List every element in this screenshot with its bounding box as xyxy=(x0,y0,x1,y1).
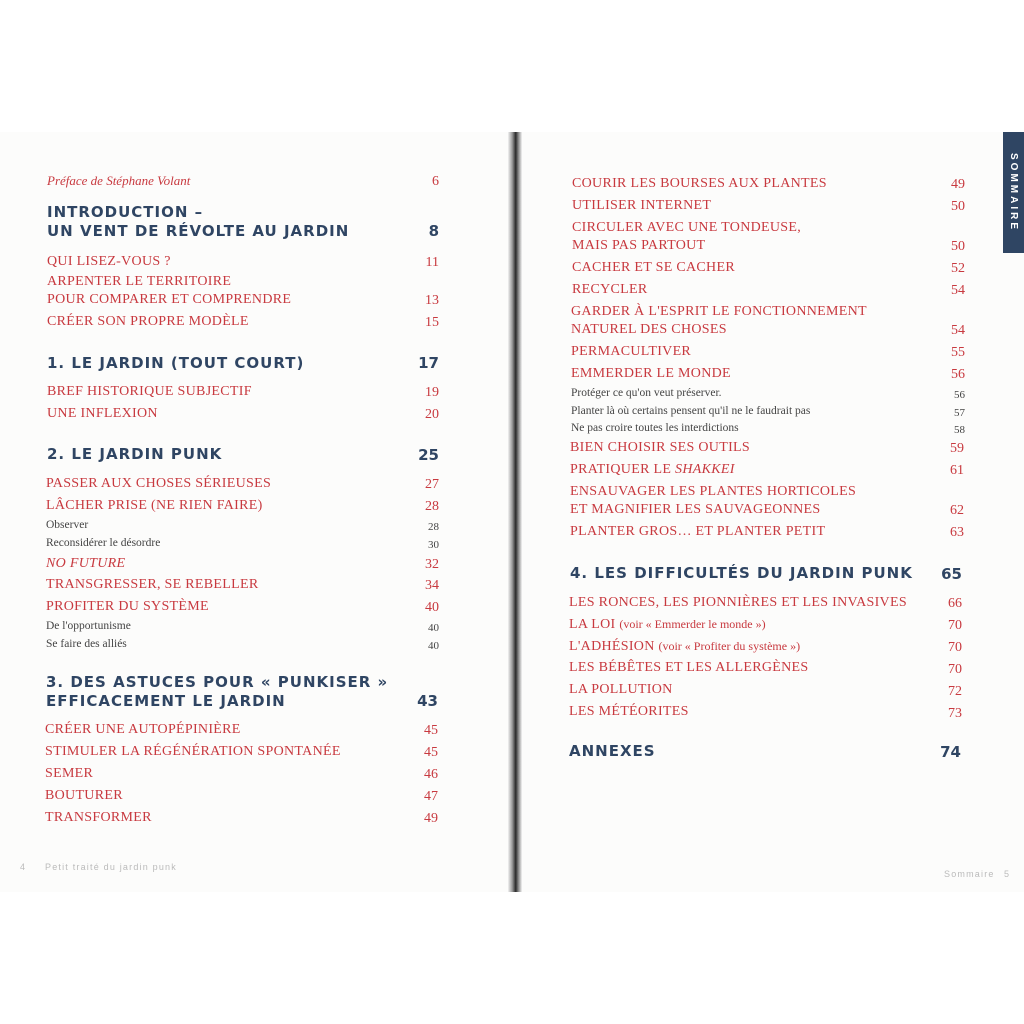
toc-page: 40 xyxy=(425,600,439,615)
toc-subpage: 58 xyxy=(954,424,965,436)
toc-subentry: Se faire des alliés xyxy=(46,638,127,650)
toc-page: 63 xyxy=(950,525,964,540)
toc-page: 15 xyxy=(425,315,439,330)
toc-page: 70 xyxy=(948,618,962,633)
toc-subpage: 57 xyxy=(954,407,965,419)
toc-page: 61 xyxy=(950,463,964,478)
chapter-2-page: 25 xyxy=(418,446,439,464)
toc-entry: MAIS PAS PARTOUT xyxy=(572,238,706,253)
toc-page: 13 xyxy=(425,293,439,308)
toc-entry: LES MÉTÉORITES xyxy=(569,704,689,719)
intro-title-line1: INTRODUCTION – xyxy=(47,203,204,221)
toc-subentry: Planter là où certains pensent qu'il ne le faudrait pas xyxy=(571,405,811,417)
toc-page: 34 xyxy=(425,578,439,593)
toc-entry-part: PRATIQUER LE xyxy=(570,462,676,477)
toc-subpage: 30 xyxy=(428,539,439,551)
toc-subpage: 40 xyxy=(428,640,439,652)
toc-page: 50 xyxy=(951,199,965,214)
annexes-title: ANNEXES xyxy=(569,742,656,760)
left-footer-title: Petit traité du jardin punk xyxy=(45,862,177,872)
toc-entry: LÂCHER PRISE (NE RIEN FAIRE) xyxy=(46,498,263,513)
toc-entry: CIRCULER AVEC UNE TONDEUSE, xyxy=(572,220,802,235)
intro-page: 8 xyxy=(428,222,439,240)
toc-page: 45 xyxy=(424,745,438,760)
chapter-4-title: 4. LES DIFFICULTÉS DU JARDIN PUNK xyxy=(570,564,913,582)
toc-entry: NO FUTURE xyxy=(46,556,126,571)
toc-entry: TRANSGRESSER, SE REBELLER xyxy=(46,577,259,592)
toc-entry: RECYCLER xyxy=(572,282,648,297)
toc-entry: GARDER À L'ESPRIT LE FONCTIONNEMENT xyxy=(571,304,867,319)
toc-page: 28 xyxy=(425,499,439,514)
toc-entry: PASSER AUX CHOSES SÉRIEUSES xyxy=(46,476,272,491)
toc-entry xyxy=(569,639,800,655)
toc-entry: BREF HISTORIQUE SUBJECTIF xyxy=(47,384,252,399)
toc-page: 45 xyxy=(424,723,438,738)
toc-page: 46 xyxy=(424,767,438,782)
toc-subentry: Observer xyxy=(46,519,89,531)
toc-page: 54 xyxy=(951,283,965,298)
toc-page: 20 xyxy=(425,407,439,422)
chapter-3-title-line2: EFFICACEMENT LE JARDIN xyxy=(46,692,286,710)
toc-subentry: De l'opportunisme xyxy=(46,620,131,632)
toc-subentry: Ne pas croire toutes les interdictions xyxy=(571,422,739,434)
toc-entry-note: (voir « Emmerder le monde ») xyxy=(619,617,766,631)
chapter-2-title: 2. LE JARDIN PUNK xyxy=(47,445,223,463)
toc-entry xyxy=(570,462,735,478)
toc-page: 50 xyxy=(951,239,965,254)
toc-page: 56 xyxy=(951,367,965,382)
toc-entry: LA POLLUTION xyxy=(569,682,673,697)
toc-entry: PROFITER DU SYSTÈME xyxy=(46,599,209,614)
toc-entry: TRANSFORMER xyxy=(45,810,152,825)
toc-subentry: Reconsidérer le désordre xyxy=(46,537,161,549)
toc-entry-label: L'ADHÉSION xyxy=(569,639,655,654)
toc-page: 52 xyxy=(951,261,965,276)
toc-page: 49 xyxy=(424,811,438,826)
toc-page: 19 xyxy=(425,385,439,400)
toc-entry: BIEN CHOISIR SES OUTILS xyxy=(570,440,750,455)
chapter-3-page: 43 xyxy=(417,692,438,710)
toc-page: 62 xyxy=(950,503,964,518)
toc-subpage: 56 xyxy=(954,389,965,401)
toc-page: 55 xyxy=(951,345,965,360)
preface-entry: Préface de Stéphane Volant xyxy=(47,173,191,188)
sommaire-tab-label: SOMMAIRE xyxy=(1008,153,1019,232)
toc-page: 70 xyxy=(948,662,962,677)
toc-entry: STIMULER LA RÉGÉNÉRATION SPONTANÉE xyxy=(45,744,341,759)
toc-entry: ET MAGNIFIER LES SAUVAGEONNES xyxy=(570,502,821,517)
toc-entry: ARPENTER LE TERRITOIRE xyxy=(47,274,232,289)
annexes-page: 74 xyxy=(940,743,961,761)
toc-subpage: 40 xyxy=(428,622,439,634)
chapter-3-title-line1: 3. DES ASTUCES POUR « PUNKISER » xyxy=(46,673,389,691)
toc-entry: UTILISER INTERNET xyxy=(572,198,712,213)
toc-entry: NATUREL DES CHOSES xyxy=(571,322,727,337)
toc-page: 73 xyxy=(948,706,962,721)
toc-entry: LES BÉBÊTES ET LES ALLERGÈNES xyxy=(569,660,809,675)
intro-title-line2: UN VENT DE RÉVOLTE AU JARDIN xyxy=(47,222,350,240)
toc-entry: EMMERDER LE MONDE xyxy=(571,366,731,381)
toc-entry-label: LA LOI xyxy=(569,617,616,632)
chapter-1-page: 17 xyxy=(418,354,439,372)
toc-page: 59 xyxy=(950,441,964,456)
toc-page: 49 xyxy=(951,177,965,192)
toc-page: 70 xyxy=(948,640,962,655)
toc-page: 66 xyxy=(948,596,962,611)
toc-entry: COURIR LES BOURSES AUX PLANTES xyxy=(572,176,827,191)
toc-page: 47 xyxy=(424,789,438,804)
toc-entry: CRÉER UNE AUTOPÉPINIÈRE xyxy=(45,722,241,737)
toc-entry: QUI LISEZ-VOUS ? xyxy=(47,254,171,269)
toc-page: 32 xyxy=(425,557,439,572)
toc-entry: UNE INFLEXION xyxy=(47,406,158,421)
toc-entry: BOUTURER xyxy=(45,788,123,803)
chapter-1-title: 1. LE JARDIN (TOUT COURT) xyxy=(47,354,305,372)
sommaire-tab xyxy=(1003,132,1024,253)
toc-subentry: Protéger ce qu'on veut préserver. xyxy=(571,387,722,399)
toc-page: 11 xyxy=(425,255,439,270)
toc-entry: PERMACULTIVER xyxy=(571,344,692,359)
toc-entry: CRÉER SON PROPRE MODÈLE xyxy=(47,314,249,329)
right-footer-page: 5 xyxy=(1004,869,1011,879)
toc-entry: PLANTER GROS… ET PLANTER PETIT xyxy=(570,524,826,539)
toc-entry: LES RONCES, LES PIONNIÈRES ET LES INVASIVES xyxy=(569,595,907,610)
toc-entry: POUR COMPARER ET COMPRENDRE xyxy=(47,292,292,307)
toc-entry: SEMER xyxy=(45,766,94,781)
chapter-4-page: 65 xyxy=(941,565,962,583)
toc-page: 54 xyxy=(951,323,965,338)
book-gutter xyxy=(508,132,522,892)
preface-page: 6 xyxy=(432,174,439,189)
left-footer-page: 4 xyxy=(20,862,27,872)
toc-entry xyxy=(569,617,766,633)
toc-entry: CACHER ET SE CACHER xyxy=(572,260,735,275)
toc-page: 72 xyxy=(948,684,962,699)
toc-entry-note: (voir « Profiter du système ») xyxy=(658,639,801,653)
toc-entry-italic-part: SHAKKEI xyxy=(675,462,735,477)
right-footer-title: Sommaire xyxy=(944,869,995,879)
toc-entry: ENSAUVAGER LES PLANTES HORTICOLES xyxy=(570,484,857,499)
toc-page: 27 xyxy=(425,477,439,492)
toc-subpage: 28 xyxy=(428,521,439,533)
